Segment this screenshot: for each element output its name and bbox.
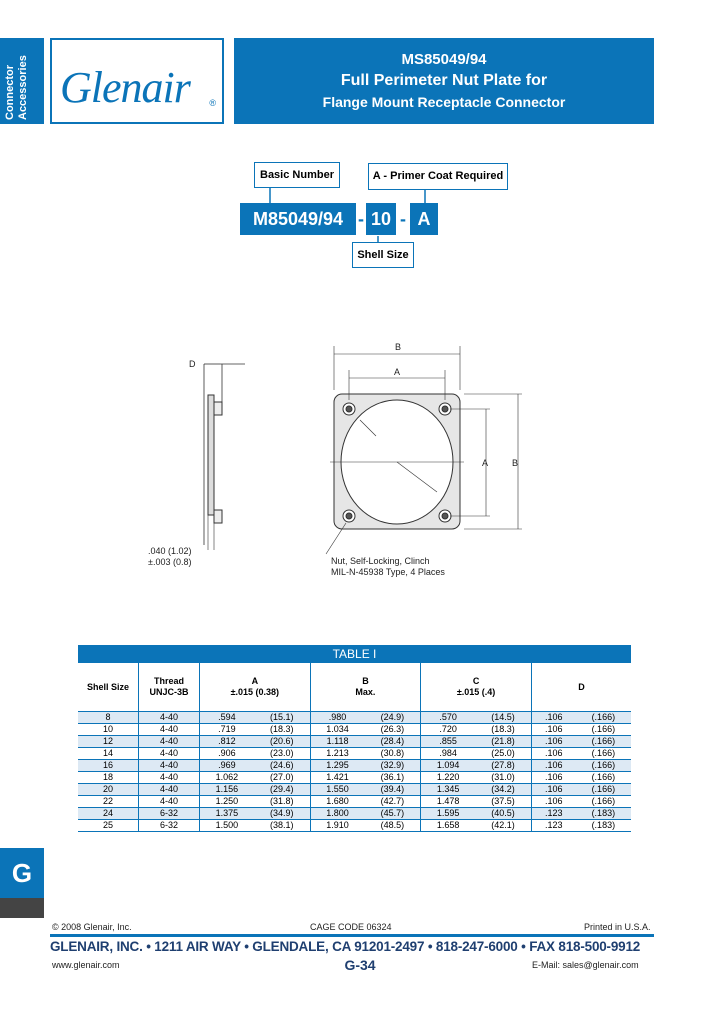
table-cell: 16 <box>78 760 139 772</box>
table-cell: 1.800 <box>310 808 364 820</box>
table-cell: 1.478 <box>421 796 475 808</box>
col-a <box>200 663 311 712</box>
table-cell: (24.6) <box>254 760 310 772</box>
table-cell: (15.1) <box>254 712 310 724</box>
dim-label-a-side: A <box>482 458 489 468</box>
table-cell: 1.375 <box>200 808 254 820</box>
table-cell: (.183) <box>576 820 631 832</box>
table-row <box>78 736 631 748</box>
table-cell: 4-40 <box>139 712 200 724</box>
dim-label-b-side: B <box>512 458 519 468</box>
table-cell: (29.4) <box>254 784 310 796</box>
glenair-logo <box>50 38 224 124</box>
table-cell: 1.034 <box>310 724 364 736</box>
title-part-number: MS85049/94 <box>401 51 487 68</box>
registered-mark: ® <box>209 98 216 108</box>
table-cell: 1.118 <box>310 736 364 748</box>
table-cell: (18.3) <box>254 724 310 736</box>
basic-number-label: Basic Number <box>254 162 340 188</box>
table-cell: 1.595 <box>421 808 475 820</box>
table-row <box>78 712 631 724</box>
col-b-line1: B <box>362 676 369 686</box>
table-cell: (39.4) <box>364 784 420 796</box>
table-cell: 12 <box>78 736 139 748</box>
table-cell: 1.094 <box>421 760 475 772</box>
table-cell: 4-40 <box>139 772 200 784</box>
side-view <box>204 364 245 550</box>
table-cell: .906 <box>200 748 254 760</box>
table-cell: 4-40 <box>139 796 200 808</box>
table-row <box>78 772 631 784</box>
col-b-line2: Max. <box>355 687 376 697</box>
col-a-line2: ±.015 (0.38) <box>230 687 280 697</box>
col-c <box>421 663 532 712</box>
table-row <box>78 748 631 760</box>
table-cell: (31.0) <box>475 772 531 784</box>
table-cell: (30.8) <box>364 748 420 760</box>
table-cell: .106 <box>531 796 575 808</box>
table-cell: (42.7) <box>364 796 420 808</box>
table-cell: .855 <box>421 736 475 748</box>
dimension-table <box>78 645 631 832</box>
table-cell: (20.6) <box>254 736 310 748</box>
logo-text: Glenair <box>60 63 190 112</box>
col-c-line2: ±.015 (.4) <box>456 687 496 697</box>
table-cell: (34.2) <box>475 784 531 796</box>
table-cell: 1.250 <box>200 796 254 808</box>
table-cell: (27.8) <box>475 760 531 772</box>
table-cell: 1.910 <box>310 820 364 832</box>
table-cell: (.166) <box>576 760 631 772</box>
shell-size-label: Shell Size <box>352 242 414 268</box>
table-cell: (34.9) <box>254 808 310 820</box>
table-cell: 1.156 <box>200 784 254 796</box>
table-cell: .106 <box>531 712 575 724</box>
dim-label-b-top: B <box>395 342 402 352</box>
table-cell: 1.345 <box>421 784 475 796</box>
table-cell: 1.500 <box>200 820 254 832</box>
table-cell: .980 <box>310 712 364 724</box>
dim-label-a-top: A <box>394 367 401 377</box>
table-cell: .984 <box>421 748 475 760</box>
col-thread-line2: UNJC-3B <box>149 687 189 697</box>
table-cell: 4-40 <box>139 748 200 760</box>
table-cell: 4-40 <box>139 736 200 748</box>
table-cell: .123 <box>531 808 575 820</box>
table-cell: .106 <box>531 772 575 784</box>
table-row <box>78 724 631 736</box>
table-cell: (27.0) <box>254 772 310 784</box>
table-cell: 1.295 <box>310 760 364 772</box>
table-cell: (.166) <box>576 796 631 808</box>
table-cell: (.166) <box>576 772 631 784</box>
col-a-line1: A <box>251 676 259 686</box>
table-cell: .106 <box>531 724 575 736</box>
section-tab-label <box>4 55 30 120</box>
page-number: G-34 <box>344 957 376 973</box>
table-cell: (.183) <box>576 808 631 820</box>
thickness-label-2: ±.003 (0.8) <box>148 557 192 567</box>
col-c-line1: C <box>472 676 480 686</box>
primer-coat-label: A - Primer Coat Required <box>368 163 508 190</box>
table-cell: 22 <box>78 796 139 808</box>
company-address: GLENAIR, INC. • 1211 AIR WAY • GLENDALE, CA 91201-2497 • 818-247-6000 • FAX 818-500-9912 <box>50 939 641 954</box>
table-cell: 24 <box>78 808 139 820</box>
col-b <box>310 663 421 712</box>
table-cell: (.166) <box>576 748 631 760</box>
table-cell: 1.658 <box>421 820 475 832</box>
table-cell: 6-32 <box>139 808 200 820</box>
table-cell: .594 <box>200 712 254 724</box>
table-cell: (42.1) <box>475 820 531 832</box>
table-cell: (.166) <box>576 784 631 796</box>
technical-drawing <box>150 340 550 580</box>
website-link[interactable]: www.glenair.com <box>52 960 120 970</box>
section-tab-line1: Connector <box>4 65 16 120</box>
dash-separator-2: - <box>400 209 406 229</box>
table-cell: (28.4) <box>364 736 420 748</box>
table-cell: .969 <box>200 760 254 772</box>
table-cell: (14.5) <box>475 712 531 724</box>
table-cell: .106 <box>531 736 575 748</box>
front-view-plate <box>330 394 464 529</box>
section-g-tab: G <box>0 848 44 898</box>
table-cell: 14 <box>78 748 139 760</box>
table-cell: 1.213 <box>310 748 364 760</box>
table-cell: (18.3) <box>475 724 531 736</box>
table-cell: 6-32 <box>139 820 200 832</box>
col-shell-size: Shell Size <box>78 663 139 712</box>
table-cell: 4-40 <box>139 724 200 736</box>
col-d: D <box>531 663 631 712</box>
table-cell: (32.9) <box>364 760 420 772</box>
thickness-label-1: .040 (1.02) <box>148 546 192 556</box>
table-cell: .123 <box>531 820 575 832</box>
table-cell: (31.8) <box>254 796 310 808</box>
table-cell: (37.5) <box>475 796 531 808</box>
table-cell: 8 <box>78 712 139 724</box>
table-cell: .719 <box>200 724 254 736</box>
table-cell: (38.1) <box>254 820 310 832</box>
table-cell: 4-40 <box>139 760 200 772</box>
table-cell: (23.0) <box>254 748 310 760</box>
table-cell: 1.220 <box>421 772 475 784</box>
table-cell: (.166) <box>576 736 631 748</box>
title-banner <box>234 38 654 124</box>
table-cell: (24.9) <box>364 712 420 724</box>
dim-label-d: D <box>189 359 196 369</box>
table-cell: (.166) <box>576 712 631 724</box>
table-body <box>78 712 631 832</box>
basic-number-value: M85049/94 <box>240 203 356 235</box>
table-cell: .106 <box>531 760 575 772</box>
table-cell: 20 <box>78 784 139 796</box>
table-row <box>78 796 631 808</box>
table-cell: .720 <box>421 724 475 736</box>
table-cell: .106 <box>531 748 575 760</box>
table-cell: (25.0) <box>475 748 531 760</box>
printed-in: Printed in U.S.A. <box>584 922 651 932</box>
table-cell: (.166) <box>576 724 631 736</box>
cage-code: CAGE CODE 06324 <box>310 922 392 932</box>
table-caption: TABLE I <box>78 645 631 663</box>
table-cell: 1.421 <box>310 772 364 784</box>
email-link[interactable]: E-Mail: sales@glenair.com <box>532 960 639 970</box>
nut-note-2: MIL-N-45938 Type, 4 Places <box>331 567 445 577</box>
table-row <box>78 784 631 796</box>
col-thread-line1: Thread <box>153 676 184 686</box>
title-line-3: Flange Mount Receptacle Connector <box>322 94 566 110</box>
table-cell: (26.3) <box>364 724 420 736</box>
table-cell: (48.5) <box>364 820 420 832</box>
section-tab-line2: Accessories <box>17 55 29 120</box>
table-cell: 4-40 <box>139 784 200 796</box>
table-cell: .812 <box>200 736 254 748</box>
title-line-2: Full Perimeter Nut Plate for <box>340 72 548 89</box>
shell-size-value: 10 <box>366 203 396 235</box>
footer-rule <box>50 934 654 937</box>
dash-separator-1: - <box>358 209 364 229</box>
table-cell: (21.8) <box>475 736 531 748</box>
section-tab <box>0 38 44 124</box>
table-cell: 1.062 <box>200 772 254 784</box>
copyright: © 2008 Glenair, Inc. <box>52 922 132 932</box>
table-cell: 1.680 <box>310 796 364 808</box>
table-cell: .570 <box>421 712 475 724</box>
table-row <box>78 820 631 832</box>
table-cell: (36.1) <box>364 772 420 784</box>
table-cell: 18 <box>78 772 139 784</box>
table-row <box>78 760 631 772</box>
table-cell: 25 <box>78 820 139 832</box>
table-cell: .106 <box>531 784 575 796</box>
primer-value: A <box>410 203 438 235</box>
table-cell: (40.5) <box>475 808 531 820</box>
table-row <box>78 808 631 820</box>
nut-note-1: Nut, Self-Locking, Clinch <box>331 556 430 566</box>
table-cell: (45.7) <box>364 808 420 820</box>
section-g-tab-base <box>0 898 44 918</box>
table-cell: 1.550 <box>310 784 364 796</box>
col-thread <box>139 663 200 712</box>
table-cell: 10 <box>78 724 139 736</box>
